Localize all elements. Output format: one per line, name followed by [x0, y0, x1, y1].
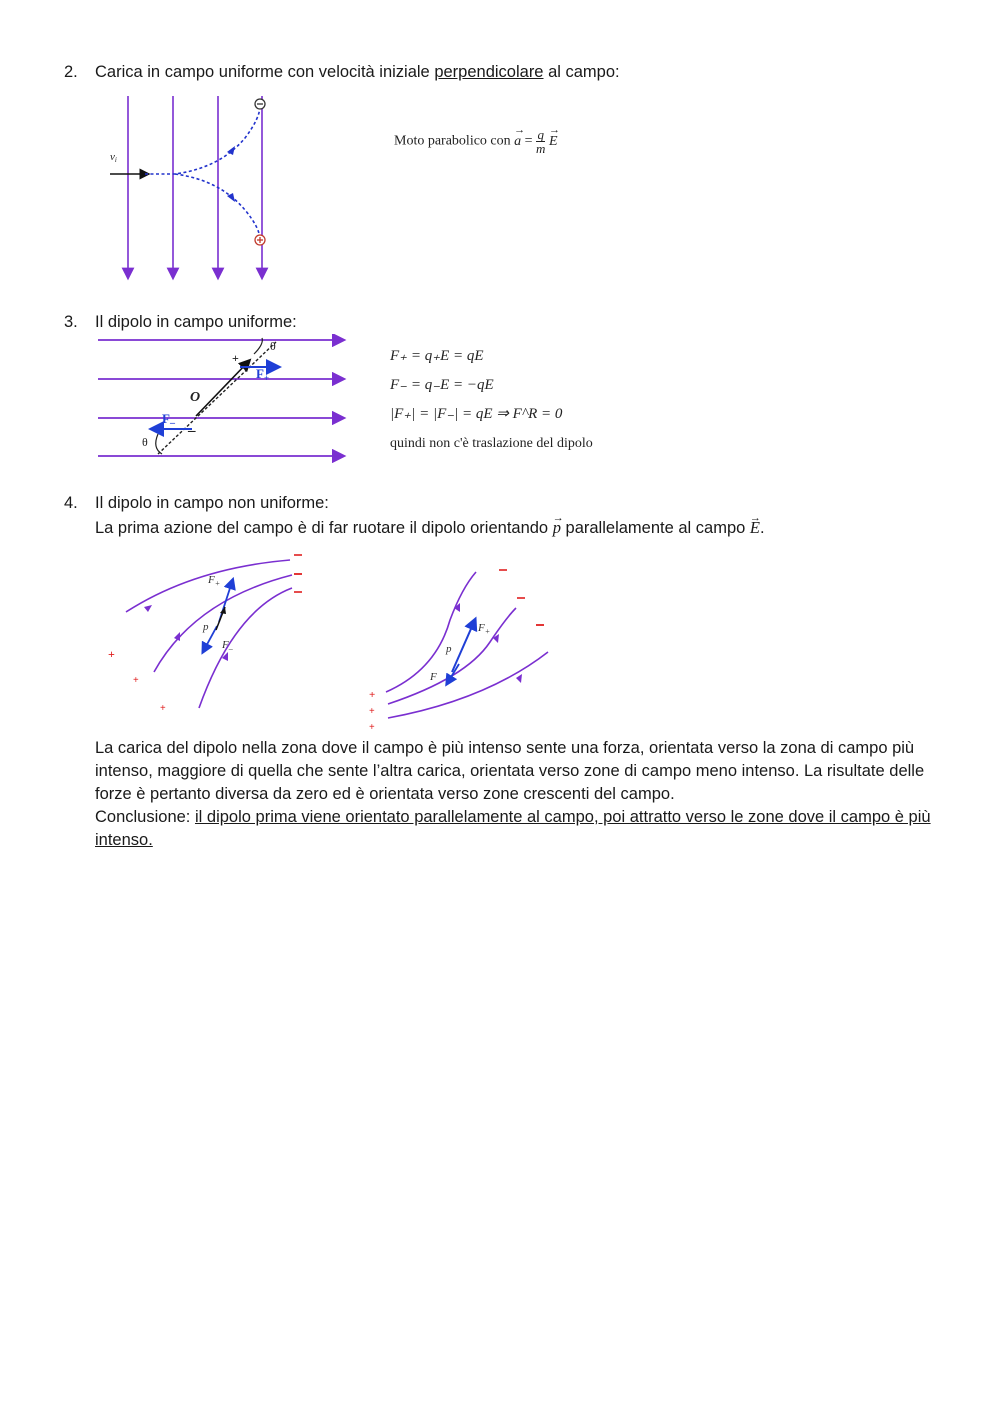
minus-charge-sign: – — [188, 423, 196, 439]
plus-charge-sign: + — [232, 351, 239, 365]
fig-left-Fminus: F — [222, 639, 229, 651]
fig-left-Fplus: F — [208, 574, 215, 586]
uniform-dipole-formulas — [390, 342, 593, 458]
dipole-vector — [196, 362, 248, 416]
svg-text:F– — [162, 411, 176, 429]
item-4-line2-end: . — [759, 519, 765, 537]
item-4-line-2 — [95, 517, 765, 539]
item-3-text: Il dipolo in campo uniforme: — [95, 313, 297, 331]
plus-sign-r1: + — [369, 689, 376, 701]
force-plus-arrow-right — [452, 622, 474, 672]
svg-text:F+ — [477, 622, 490, 636]
formula-line-4: quindi non c'è traslazione del dipolo — [390, 436, 593, 451]
nonuniform-dipole-figure-left — [104, 550, 314, 720]
formula-line-2: F₋ = q₋E = −qE — [390, 377, 494, 393]
velocity-label-sub: i — [114, 156, 117, 164]
uniform-dipole-diagram — [96, 334, 348, 464]
curved-field-line-r3 — [388, 652, 548, 718]
force-minus-label: F — [162, 411, 170, 426]
fig-right-p: p — [446, 643, 452, 655]
formula-a: → a — [514, 134, 521, 150]
formula-den: m — [536, 141, 546, 156]
force-plus-label: F — [256, 366, 264, 381]
parabolic-formula-text: Moto parabolico con — [394, 133, 511, 149]
formula-num: q — [537, 127, 544, 142]
trajectory-negative — [145, 106, 260, 174]
conclusion-label: Conclusione: — [95, 808, 195, 826]
charge-parabola-diagram — [100, 88, 300, 283]
fig-left-Fminus-sub: – — [228, 644, 233, 653]
fig-right-F: F — [430, 671, 437, 683]
fig-left-p: p — [203, 621, 209, 633]
formula-eq: = — [524, 133, 533, 149]
fig-right-Fplus: F — [478, 622, 485, 634]
item-4-line2-middle: parallelamente al campo — [560, 519, 750, 537]
svg-text:F+ — [207, 574, 220, 588]
velocity-label: v — [110, 151, 115, 163]
nonuniform-dipole-figure-right — [366, 560, 556, 732]
fig-right-Fplus-sub: + — [484, 627, 491, 636]
item-2-underlined: perpendicolare — [434, 63, 544, 81]
formula-E: → E — [549, 134, 558, 150]
parabolic-formula — [394, 128, 558, 155]
plus-sign-r3: + — [369, 722, 375, 732]
plus-sign-2: + — [133, 675, 139, 686]
item-4-number: 4. — [64, 494, 78, 512]
item-3-number: 3. — [64, 313, 78, 331]
svg-text:F+ — [256, 366, 269, 383]
theta-top: θ — [270, 339, 276, 353]
curved-field-line-r2 — [388, 608, 516, 704]
plus-sign-3: + — [160, 703, 166, 714]
item-4-paragraph: La carica del dipolo nella zona dove il campo è più intenso sente una forza, orientata verso la zona di campo più intenso, maggiore di quella che sente l’altra carica, orientata verso zone di campo meno intenso. La risultate delle forze è pertanto diversa da zero ed è orientata verso zone crescenti del campo. — [95, 739, 925, 803]
plus-sign-r2: + — [369, 706, 375, 717]
force-plus-sub: + — [263, 373, 270, 383]
p-symbol: → p — [553, 517, 561, 539]
item-4-conclusion — [95, 806, 945, 852]
item-2-text — [95, 61, 620, 83]
curved-field-line-1 — [126, 560, 290, 612]
curved-field-line-3 — [199, 588, 292, 708]
formula-line-1: F₊ = q₊E = qE — [390, 348, 484, 364]
theta-arc-bottom — [156, 434, 162, 454]
item-2-number: 2. — [64, 63, 78, 81]
item-2-text-after: al campo: — [543, 63, 620, 81]
trajectory-arrowhead-top — [227, 146, 235, 155]
formula-line-3: |F₊| = |F₋| = qE ⇒ F^R = 0 — [390, 406, 563, 422]
E-symbol: → E — [750, 517, 760, 539]
origin-label: O — [190, 390, 201, 405]
item-4-line2-before: La prima azione del campo è di far ruotare il dipolo orientando — [95, 519, 553, 537]
conclusion-underlined: il dipolo prima viene orientato parallelamente al campo, poi attratto verso le zone dove il campo è più intenso. — [95, 808, 931, 849]
force-minus-sub: – — [169, 418, 175, 429]
fig-left-Fplus-sub: + — [214, 579, 221, 588]
item-4-title: Il dipolo in campo non uniforme: — [95, 494, 329, 512]
item-2-text-before: Carica in campo uniforme con velocità iniziale — [95, 63, 435, 81]
plus-sign-1: + — [108, 647, 115, 661]
dipole-axis — [158, 342, 276, 454]
svg-text:vi — [110, 151, 117, 164]
theta-bottom: θ — [142, 435, 148, 449]
